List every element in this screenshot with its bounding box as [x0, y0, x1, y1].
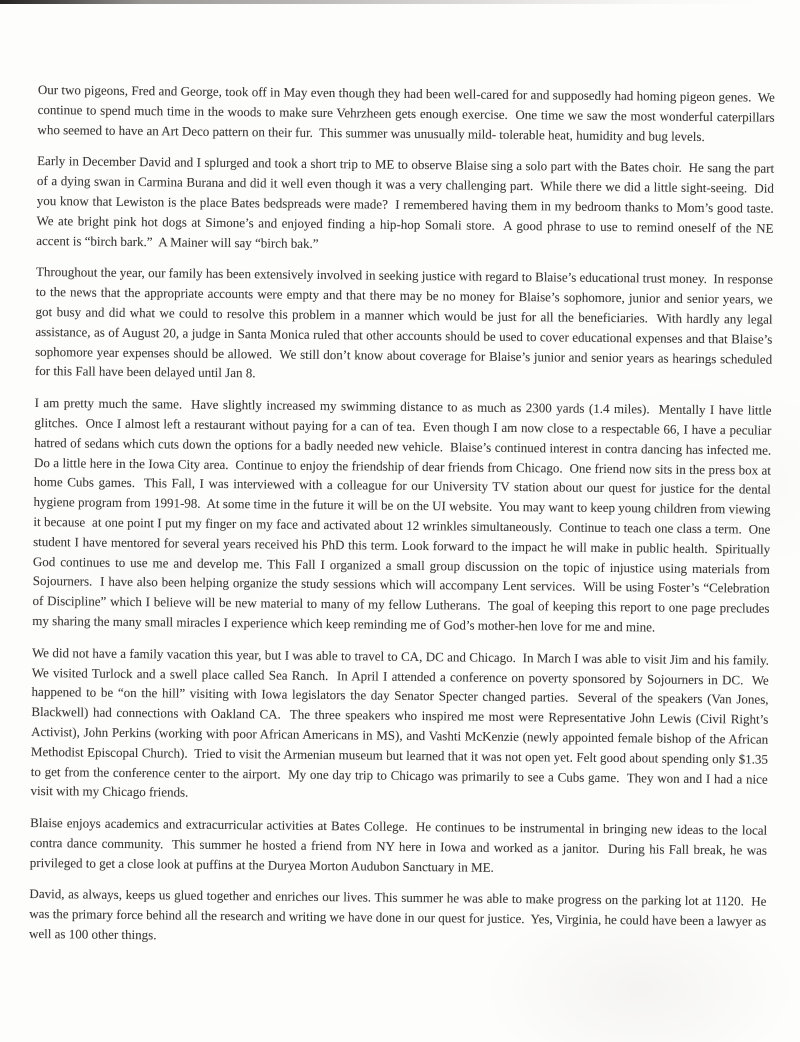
paragraph-maine-trip: Early in December David and I splurged and took a short trip to ME to observe Blaise sing a solo part with the Bates choir. He sang the part of a dying swan in Carmina Burana and did it well even though it was a very challenging part. While there we did a little sight-seeing. Did you know that Lewiston is the place Bates bedspreads were made? I remembered having them in my bedroom thanks to Mom’s good taste. We ate bright pink hot dogs at Simone’s and enjoyed finding a hip-hop Somali store. A good phrase to use to remind oneself of the NE accent is “birch bark.” A Mainer will say “birch bak.”	[36, 153, 781, 251]
scan-edge-artifact	[0, 0, 800, 4]
paragraph-personal-update: I am pretty much the same. Have slightly increased my swimming distance to as much as 2300 yards (1.4 miles). Mentally I have little glitches. Once I almost left a restaurant without paying for a can of tea. Even though I am now close to a respectable 66, I have a peculiar hatred of sedans which cuts down the options for a badly needed new vehicle. Blaise’s continued interest in contra dancing has infected me. Do a little here in the Iowa City area. Continue to enjoy the friendship of dear friends from Chicago. One friend now sits in the press box at home Cubs games. This Fall, I was interviewed with a colleague for our University TV station about our quest for justice for the dental hygiene program from 1991-98. At some time in the future it will be on the UI website. You may want to keep young children from viewing it because at one point I put my finger on my face and activated about 12 wrinkles simultaneously. Continue to teach one class a term. One student I have mentored for several years received his PhD this term. Look forward to the impact he will make in public health. Spiritually God continues to use me and develop me. This Fall I organized a small group discussion on the topic of injustice using materials from Sojourners. I have also been helping organize the study sessions which will accompany Lent services. Will be using Foster’s “Celebration of Discipline” which I believe will be new material to many of my fellow Lutherans. The goal of keeping this report to one page precludes my sharing the many small miracles I experience which keep reminding me of God’s mother-hen love for me and mine.	[32, 395, 778, 635]
paragraph-travel: We did not have a family vacation this year, but I was able to travel to CA, DC and Chicago. In March I was able to visit Jim and his family. We visited Turlock and a swell place called Sea Ranch. In April I attended a conference on poverty sponsored by Sojourners in DC. We happened to be “on the hill” visiting with Iowa legislators the day Senator Specter changed parties. Several of the speakers (Van Jones, Blackwell) had connections with Oakland CA. The three speakers who inspired me most were Representative John Lewis (Civil Right’s Activist), John Perkins (working with poor African Americans in MS), and Vashti McKenzie (newly appointed female bishop of the African Methodist Episcopal Church). Tried to visit the Armenian museum but learned that it was not open yet. Felt good about spending only $1.35 to get from the conference center to the airport. My one day trip to Chicago was primarily to see a Cubs game. They won and I had a nice visit with my Chicago friends.	[30, 644, 776, 800]
paragraph-david: David, as always, keeps us glued together and enriches our lives. This summer he was able to make progress on the parking lot at 1120. He was the primary force behind all the research and writing we have done in our quest for justice. Yes, Virginia, he could have been a lawyer as well as 100 other things.	[28, 886, 770, 943]
letter-page	[28, 80, 781, 964]
paragraph-pigeons: Our two pigeons, Fred and George, took off in May even though they had been well-cared for and supposedly had homing pigeon genes. We continue to spend much time in the woods to make sure Vehrzheen gets enough exercise. One time we saw the most wonderful caterpillars who seemed to have an Art Deco pattern on their fur. This summer was unusually mild- tolerable heat, humidity and bug levels.	[37, 81, 779, 144]
paragraph-trust-justice: Throughout the year, our family has been extensively involved in seeking justice with regard to Blaise’s educational trust money. In response to the news that the appropriate accounts were empty and that there may be no money for Blaise’s sophomore, junior and senior years, we got busy and did what we could to resolve this problem in a manner which would be just for all the beneficiaries. With hardly any legal assistance, as of August 20, a judge in Santa Monica ruled that other accounts should be used to cover educational expenses and that Blaise’s sophomore year expenses should be allowed. We still don’t know about coverage for Blaise’s junior and senior years as hearings scheduled for this Fall have been delayed until Jan 8.	[34, 264, 777, 381]
paragraph-blaise: Blaise enjoys academics and extracurricular activities at Bates College. He continues to be instrumental in bringing new ideas to the local contra dance community. This summer he hosted a friend from NY here in Iowa and worked as a janitor. During his Fall break, he was privileged to get a close look at puffins at the Duryea Morton Audubon Sanctuary in ME.	[29, 815, 771, 875]
